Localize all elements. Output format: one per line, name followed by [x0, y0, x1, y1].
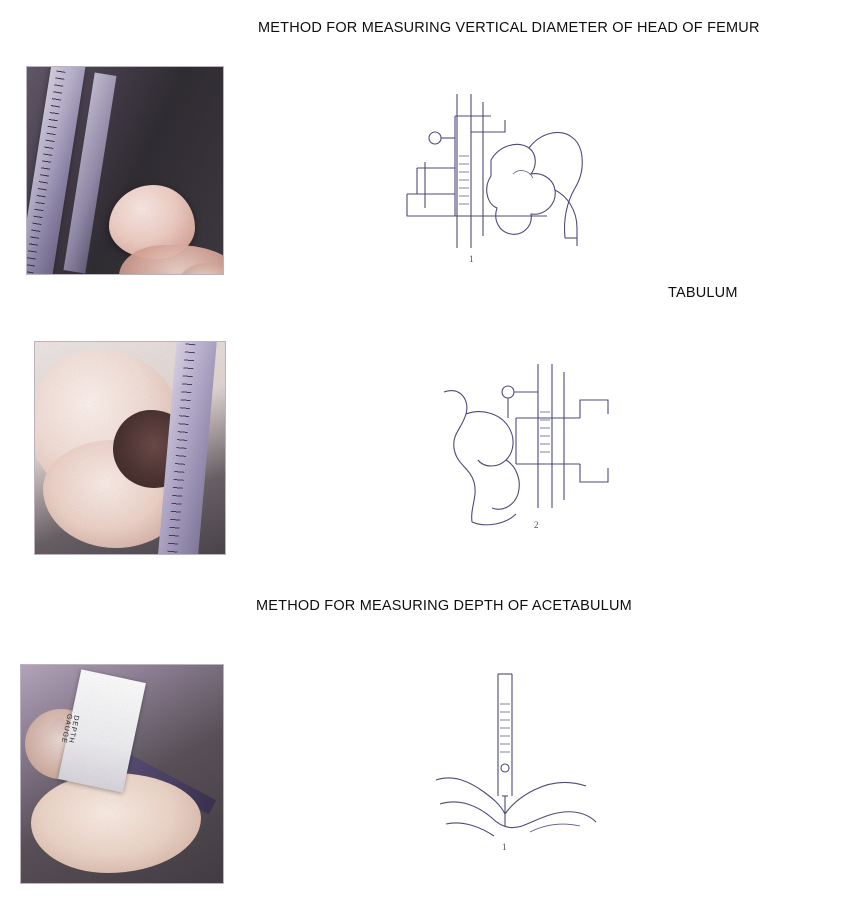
instrument-label-text: DEPTH GAUGE	[59, 713, 80, 745]
line-drawing-acetabulum-width	[430, 356, 630, 551]
page-title-acetabulum: METHOD FOR MEASURING DEPTH OF ACETABULUM	[256, 598, 632, 614]
scan-noise	[27, 67, 223, 274]
figure-number-1: 1	[469, 254, 474, 264]
scan-noise	[35, 342, 225, 554]
line-drawing-acetabulum-depth	[430, 664, 620, 864]
figure-number-2: 2	[534, 520, 539, 530]
line-drawing-femur-head	[395, 76, 610, 271]
figure-number-3: 1	[502, 842, 507, 852]
page-title-femur: METHOD FOR MEASURING VERTICAL DIAMETER OF HEAD OF FEMUR	[258, 20, 760, 36]
scan-noise	[21, 665, 223, 883]
photograph-acetabulum-depth	[20, 664, 224, 884]
photograph-femur-head	[26, 66, 224, 275]
page-title-tabulum: TABULUM	[668, 285, 738, 301]
photograph-acetabulum-width	[34, 341, 226, 555]
